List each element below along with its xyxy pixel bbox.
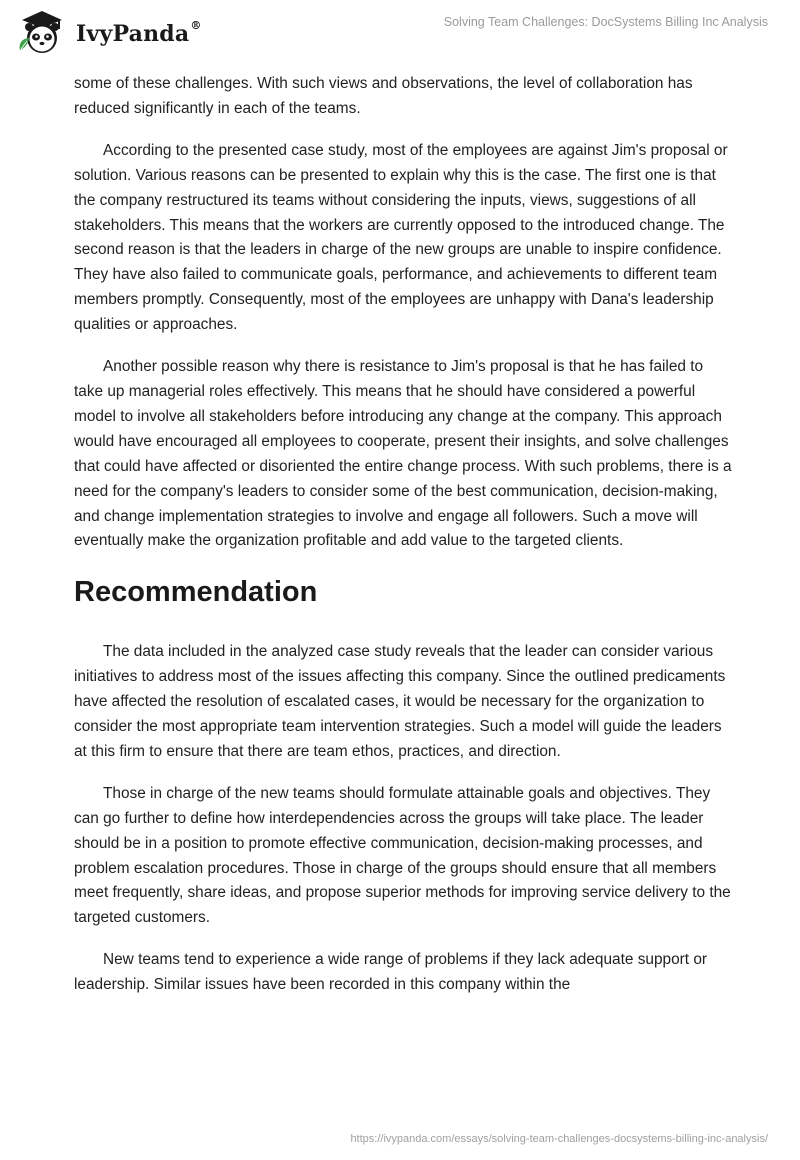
paragraph: New teams tend to experience a wide range of problems if they lack adequate support or leadership. Similar issues have been recorded in this company within the — [74, 951, 707, 994]
ivypanda-logo[interactable] — [14, 8, 202, 56]
paragraph: According to the presented case study, most of the employees are against Jim's proposal or solution. Various reasons can be presented to explain why this is the case. The first one is that the company restructured its teams without considering the inputs, views, suggestions of all stakeholders. This means that the workers are currently opposed to the introduced change. The second reason is that the leaders in charge of the new groups are unable to inspire confidence. They have also failed to communicate goals, performance, and achievements to different team members promptly. Consequently, most of the employees are unhappy with Dana's leadership qualities or approaches. — [74, 141, 728, 334]
page-header — [0, 0, 800, 70]
paragraph: Another possible reason why there is resistance to Jim's proposal is that he has failed to take up managerial roles effectively. This means that he should have considered a powerful model to involve all stakeholders before introducing any change at the company. This approach would have encouraged all employees to cooperate, present their insights, and solve challenges that could have affected or disoriented the entire change process. With such problems, there is a need for the company's leaders to consider some of the best communication, decision-making, and change implementation strategies to involve and engage all followers. Such a move will eventually make the organization profitable and add value to the targeted clients. — [74, 358, 732, 550]
paragraph: Those in charge of the new teams should formulate attainable goals and objectives. They can go further to define how interdependencies across the groups will take place. The leader should be in a position to promote effective communication, decision-making processes, and problem escalation procedures. Those in charge of the groups should ensure that all members meet frequently, share ideas, and propose superior methods for improving service delivery to the targeted customers. — [74, 784, 731, 927]
section-heading: Recommendation — [74, 576, 318, 609]
footer-source-url[interactable]: https://ivypanda.com/essays/solving-team-challenges-docsystems-billing-inc-analysis/ — [350, 1133, 768, 1145]
panda-logo-icon — [14, 8, 70, 56]
brand-name: IvyPanda® — [76, 19, 202, 47]
essay-body — [74, 72, 734, 1015]
paragraph: The data included in the analyzed case study reveals that the leader can consider various initiatives to address most of the issues affecting this company. Since the outlined predicaments have affected the resolution of escalated cases, it would be necessary for the organization to consider the most appropriate team intervention strategies. Such a model will guide the leaders at this firm to ensure that there are team ethos, practices, and direction. — [74, 643, 726, 760]
document-title: Solving Team Challenges: DocSystems Billing Inc Analysis — [443, 15, 768, 29]
paragraph: some of these challenges. With such views and observations, the level of collaboration has reduced significantly in each of the teams. — [74, 75, 693, 117]
